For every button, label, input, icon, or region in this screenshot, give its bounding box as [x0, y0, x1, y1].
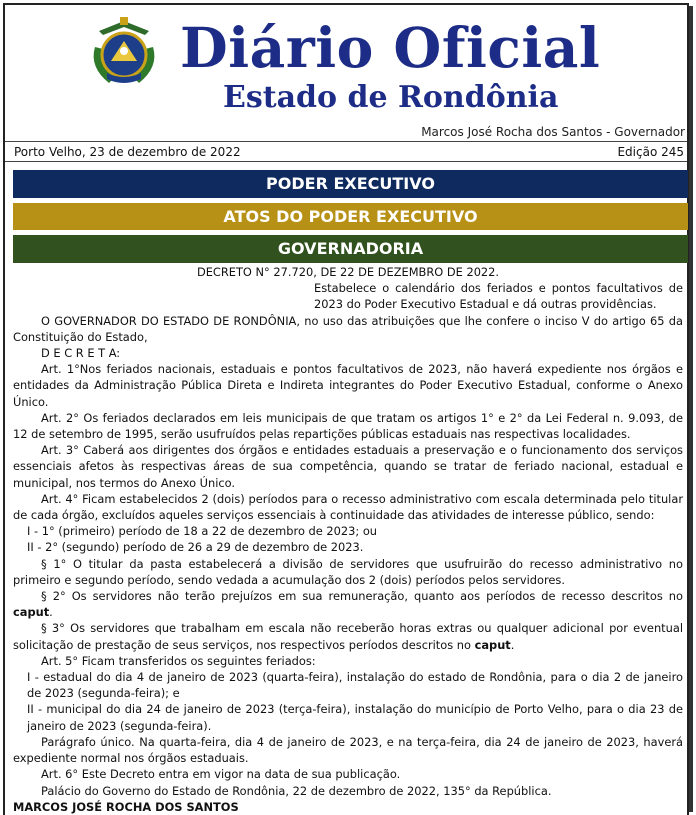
newspaper-title: Diário Oficial — [180, 15, 601, 80]
article-1: Art. 1°Nos feriados nacionais, estaduais e pontos facultativos de 2023, não haverá expediente nos órgãos e entidades da Administração Pública Direta e Indireta integrantes do Poder Executivo Estadual, conforme o Anexo Único. — [13, 362, 683, 409]
article-4-item-i: I - 1° (primeiro) período de 18 a 22 de dezembro de 2023; ou — [27, 524, 378, 539]
article-5: Art. 5° Ficam transferidos os seguintes feriados: — [41, 653, 316, 668]
decree-body — [13, 264, 683, 815]
article-6: Art. 6° Este Decreto entra em vigor na data de sua publicação. — [41, 767, 401, 782]
article-3: Art. 3° Caberá aos dirigentes dos órgãos e entidades estaduais a preservação e o funcionamento dos serviços essenciais afetos às respectivas áreas de sua competência, quando se tratar de feriado nacional, estadual e municipal, nos termos do Anexo Único. — [13, 443, 683, 490]
paragraph-3-text: § 3° Os servidores que trabalham em escala não receberão horas extras ou qualquer adicional por eventual solicitação de prestação de seus serviços, nos respectivos períodos descritos no — [13, 621, 683, 652]
article-4-item-ii: II - 2° (segundo) período de 26 a 29 de dezembro de 2023. — [27, 540, 364, 555]
decree-decreta: D E C R E T A: — [41, 346, 121, 361]
article-5-item-ii: II - municipal do dia 24 de janeiro de 2023 (terça-feira), instalação do município de Porto Velho, para o dia 23 de janeiro de 2023 (segunda-feira). — [27, 702, 683, 733]
caput-term: caput — [13, 605, 50, 620]
article-4-paragraph-1: § 1° O titular da pasta estabelecerá a divisão de servidores que usufruirão do recesso administrativo no primeiro e segundo período, sendo vedada a acumulação dos 2 (dois) períodos pelos servidores. — [13, 556, 683, 587]
closing-line: Palácio do Governo do Estado de Rondônia, 22 de dezembro de 2022, 135° da República. — [41, 783, 552, 798]
article-4-paragraph-2: § 2° Os servidores não terão prejuízos em sua remuneração, quanto aos períodos de recesso descritos no caput. — [13, 589, 683, 620]
banner-office: GOVERNADORIA — [13, 235, 688, 263]
article-5-sole-paragraph: Parágrafo único. Na quarta-feira, dia 4 de janeiro de 2023, e na terça-feira, dia 24 de janeiro de 2023, haverá expediente normal nos órgãos estaduais. — [13, 734, 683, 766]
caput-term: caput — [474, 637, 511, 652]
edition-number: Edição 245 — [617, 145, 684, 159]
issue-info-bar — [5, 141, 687, 162]
page-shadow — [689, 6, 693, 812]
banner-executive: PODER EXECUTIVO — [13, 170, 688, 198]
place-date: Porto Velho, 23 de dezembro de 2022 — [14, 145, 241, 159]
article-4: Art. 4° Ficam estabelecidos 2 (dois) períodos para o recesso administrativo com escala determinada pelo titular de cada órgão, excluídos aqueles serviços essenciais à continuidade das atividades de interesse público, sendo: — [13, 491, 683, 523]
article-5-item-i: I - estadual do dia 4 de janeiro de 2023 (quarta-feira), instalação do estado de Rondônia, para o dia 2 de janeiro de 2023 (segunda-feira); e — [27, 670, 683, 701]
banner-acts: ATOS DO PODER EXECUTIVO — [13, 203, 688, 230]
article-4-paragraph-3: § 3° Os servidores que trabalham em escala não receberão horas extras ou qualquer adicional por eventual solicitação de prestação de seus serviços, nos respectivos períodos descritos no caput. — [13, 621, 683, 652]
newspaper-subtitle: Estado de Rondônia — [223, 80, 559, 115]
masthead — [5, 5, 687, 142]
signature-name: MARCOS JOSÉ ROCHA DOS SANTOS — [13, 799, 239, 814]
paragraph-2-text: § 2° Os servidores não terão prejuízos em sua remuneração, quanto aos períodos de recesso descritos no — [41, 589, 683, 604]
decree-ementa: Estabelece o calendário dos feriados e pontos facultativos de 2023 do Poder Executivo Estadual e dá outras providências. — [314, 281, 683, 312]
governor-line: Marcos José Rocha dos Santos - Governador — [421, 125, 685, 139]
decree-heading: DECRETO N° 27.720, DE 22 DE DEZEMBRO DE 2022. — [196, 265, 500, 279]
coat-of-arms-icon — [89, 17, 159, 89]
article-2: Art. 2° Os feriados declarados em leis municipais de que tratam os artigos 1° e 2° da Lei Federal n. 9.093, de 12 de setembro de 1995, serão usufruídos pelas repartições públicas estaduais nas respectivas localidades. — [13, 410, 683, 442]
decree-preamble: O GOVERNADOR DO ESTADO DE RONDÔNIA, no uso das atribuições que lhe confere o inciso V do artigo 65 da Constituição do Estado, — [13, 313, 683, 344]
